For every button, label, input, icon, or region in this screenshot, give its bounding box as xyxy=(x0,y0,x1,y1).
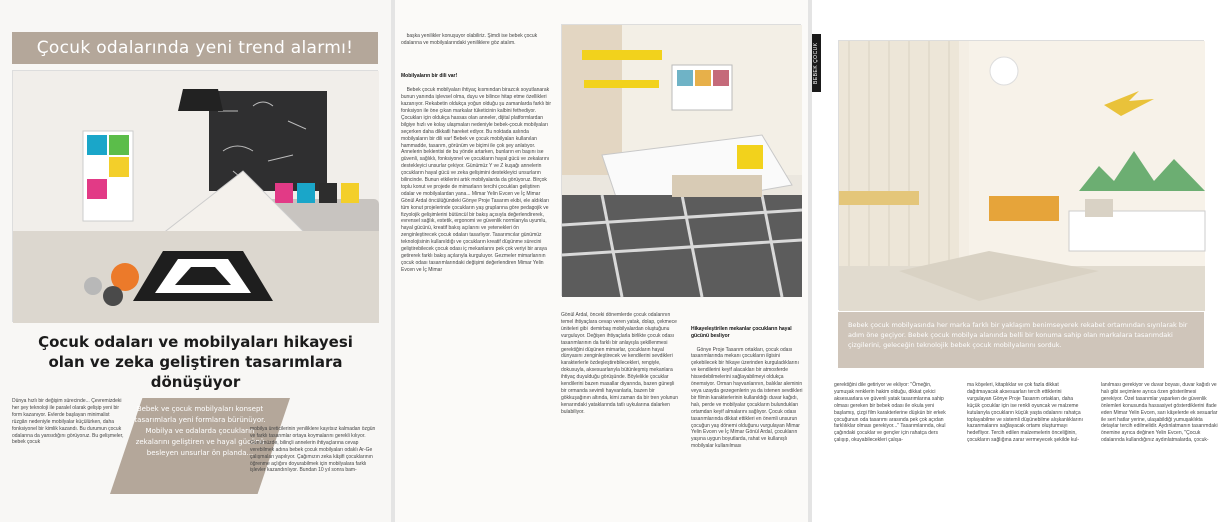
banner-title: Çocuk odalarında yeni trend alarmı! xyxy=(12,32,378,64)
living-room-illustration xyxy=(13,71,379,323)
nursery-illustration xyxy=(839,41,1205,311)
right-column-3: lanılması gerekiyor ve duvar boyası, duvar kağıdı ve halı gibi seçimlere ayrıca özen gösterilmesi gerekiyor. Özel tasarımlar yaparken de güvenlik önlemleri konusunda hassasiyet gösterdiklerini ifade eden Mimar Yelin Evcen, sarı kâşelerde ek sesuarlar ile sert hatlar yerine, ulaşabildiği yumuşaklıkta detaylar tercih edilmelidir. Aydınlatmanın tasarımdaki önemine ayrıca değinen Yelin Evcen, "Çocuk odalarında kullandığınız aydınlatmalarda, çocuk- xyxy=(1101,382,1220,444)
right-column-2: ma köşeleri, kitaplıklar ve çok fazla dikkat dağıtmayacak aksesuarları tercih ettiklerini vurgulayan Gönye Proje Tasarım ortakları, daha küçük çocuklar için ise renkli oyuncak ve malzeme kutularıyla çocukların küçük yaşta odalarını rahatça toplayabilme ve sistemli düşünebilme alışkanlıklarını kazanmalarını sağlayacak ortamı oluşturmayı hedefliyor. Tercih edilen malzemelerin önceliğinin, çocukların sağlığına zarar vermeyecek şekilde kul- xyxy=(967,382,1085,444)
section-tab: BEBEK ÇOCUK xyxy=(812,34,821,92)
pull-quote-text: Bebek ve çocuk mobilyaları konsept tasarımlarla yeni formlara bürünüyor. Mobilya ve odalarda çocukların zekalarını geliştiren ve hayal gücünü besleyen unsurlar ön planda... xyxy=(134,405,266,457)
article-headline: Çocuk odaları ve mobilyaları hikayesi olan ve zeka geliştiren tasarımlara dönüşüyor xyxy=(38,333,353,391)
photo-caption: Bebek çocuk mobilyasında her marka farklı bir yaklaşım benimseyerek rekabet ortamından sıyrılarak bir adım öne geçiyor. Bebek çocuk mobilya alanında belli bir konuma sahip olan markalara tasarımdaki çizgilerini, geleceğin teknolojik bebek çocuk mobilyalarını sorduk. xyxy=(838,312,1204,368)
kids-room-illustration xyxy=(562,25,802,297)
left-page xyxy=(0,0,391,522)
column-c-body: Gönye Proje Tasarım ortakları, çocuk odası tasarımlarında mekanı çocukların ilgisini çekebilecek bir hikaye üzerinden kurguladıklarını ve kendilerini keyif alacakları bir atmosferde hissedebilmelerini sağlayabilmeyi oldukça önemsiyor. Orman hayvanlarının, balıklar aleminin veya uzayda gezegenlerin ya da istenen sevdikleri bir filmin karakterlerinin kullanıldığı duvar kağıdı, halı, perde ve mobilyalar çocukların bulundukları ortamdan keyif almalarını sağlıyor. Çocuk odası tasarımlarında dikkat ettikleri en önemli unsurun çocuğun yaş dönemi olduğunu vurgulayan Mimar Yelin Evcen ve İç Mimar Gönül Ardal, çocukların yaşına uygun boyutlarda, rahat ve kullanışlı mobilyalar kullanılması xyxy=(691,346,804,450)
text-column-b: Gönül Ardal, önceki dönemlerde çocuk odalarının temel ihtiyaçlara cevap veren yatak, dolap, çekmece üniteleri gibi demirbaş mobilyalardan oluştuğunu vurguluyor. Değişen ihtiyaçlarla birlikte çocuk odası tasarımlarının da farklı bir anlayışla şekillenmesi gerektiğini düşünen mimarlar, çocukların hayal dünyasını zenginleştirecek ve kendilerini sevdikleri karakterlerle özdeşleştirebilecekleri, rengiyle, dokusuyla, aksesuarlarıyla bütünleşmiş mekanlara ihtiyaç duyulduğu görüşünde. Böylelikle çocuklar kendilerini bazen masallar diyarında, bazen güneşli bir ormanda sevimli hayvanlarla, bazen bir gökkuşağının altında, kimi zaman da bir tren yolunun kenarındaki yataklarında tatlı uykularına dalarken bulabiliyor. xyxy=(561,312,680,415)
intro-column: Dünya hızlı bir değişim sürecinde... Çevremizdeki her şey teknoloji ile paralel olarak gelişip yeni bir form kazanıyor. Evlerde başlayan minimalist rüzgârı nedeniyle mobilyalar küçülürken, daha fonksiyonel bir kimlik kazandı. Bu durumun çocuk odalarına da yansıdığını görüyoruz. Bu gelişmeler, bebek çocuk xyxy=(12,398,125,446)
column-a-intro: başka yenilikler konuşuyor olabiliriz. Şimdi ise bebek çocuk odalarına ve mobilyalarındaki yeniliklere göz atalım. xyxy=(401,32,539,46)
kids-room-photo xyxy=(561,24,801,296)
right-page xyxy=(812,0,1222,522)
right-column-1: gerektiğini dile getiriyor ve ekliyor: "Örneğin, yumuşak renklerin hakim olduğu, dikkat çekici aksesuarlara ve güvenli yatak tasarımlarına sahip olması gereken bir bebek odası ile okula yeni başlamış, çizgi film karakterlerine düşkün bir erkek çocuğunun oda tasarımı arasında pek çok açıdan farklılıklar olması gerekiyor..." Tasarımlarında, okul çağındaki çocuklar ve gençler için rahatça ders çalışıp, okuyabilecekleri çalışa- xyxy=(834,382,948,444)
middle-page xyxy=(395,0,808,522)
column-a-subhead: Mobilyaların bir dili var! xyxy=(401,73,458,80)
column-c-subhead: Hikayeleştirilen mekanlar çocukların hayal gücünü besliyor xyxy=(691,325,793,339)
column-a-body: Bebek çocuk mobilyaları ihtiyaç kısmından birazcık soyutlanarak bunun yanında işlevsel olma, duyu ve bilince hitap etme özellikleri kazanıyor. Rekabetin oldukça yoğun olduğu şu zamanlarda farklı bir fonksiyon ile öne çıkan markalar tüketicinin kalbini fethediyor. Çocukları için oldukça hassas olan anneler, dijital platformlardan bilgiye hızlı ve kolay ulaşmaları nedeniyle bebek-çocuk mobilyaları seçerken daha dikkatli hareket ediyor. Bu noktada aslında mobilyaların bir dili var! Bebek ve çocuk mobilyaları kullanılan hammadde, tasarım, görünüm ve biçimi ile çok şey anlatıyor. Annelerin beklentisi de bu yönde artarken, bunların en başını ise güvenli, sağlıklı, fonksiyonel ve çocukların hayal gücü ve zekalarını destekleyici unsurlar çekiyor. Günümüz Y ve Z kuşağı annelerin çocukların hayal gücü ve zeka gelişimini destekleyici unsurların bilincinde. Bunun etkilerini artık mobilyalarda da görüyoruz. Birçok toplu konut ve projede de mimarların tercihi çocukları geliştiren odalar ve mobilyalardan yana... Mimar Yelin Evcen ve İç Mimar Gönül Ardal öncülüğündeki Gönye Proje Tasarım ekibi, ele aldıkları tüm konut projelerinde çocukların yaş gruplarına göre pedagojik ve fizyolojik gelişimlerini bütüncül bir bakış açısıyla değerlendirerek, evrensel sağlık, estetik, ergonomi ve güvenlik normlarıyla uyumlu, hayal gücünü, kreatif bakış açılarını ve yetenekleri ön zenginleştirecek çocuk odaları tasarlıyor. Tasarımcılar günümüz teknolojisinin kullanıldığı ve çocukların kreatif düşünme sürecini geliştirebilecek çocuk odası iç mekanlarını pek çok veriyi bir araya getirerek farklı bakış açılarıyla kurguluyor. Gezmeler mimarlarının çocuk odası tasarımlarındaki değişimi değerlendiren Mimar Yelin Evcen ve İç Mimar xyxy=(401,87,553,273)
text-column-a xyxy=(401,26,554,522)
body-column: mobilya üreticilerinin yeniliklere kayıtsız kalmadan özgün ve farklı tasarımlar ortaya koymalarını gerekli kılıyor. Günümüzde, bilinçli annelerin ihtiyaçlarına cevap verebilmek adına bebek çocuk mobilyaları odaklı Ar-Ge çalışmaları yapılıyor. Çağımızın zeka kâşifi çocuklarının öğrenme açlığını doyurabilmek için mobilyalara farklı işlevler kazandırılıyor. Bundan 10 yıl sonra bam- xyxy=(250,426,377,474)
living-room-photo xyxy=(12,70,378,322)
nursery-photo xyxy=(838,40,1204,310)
text-column-c xyxy=(691,312,805,522)
